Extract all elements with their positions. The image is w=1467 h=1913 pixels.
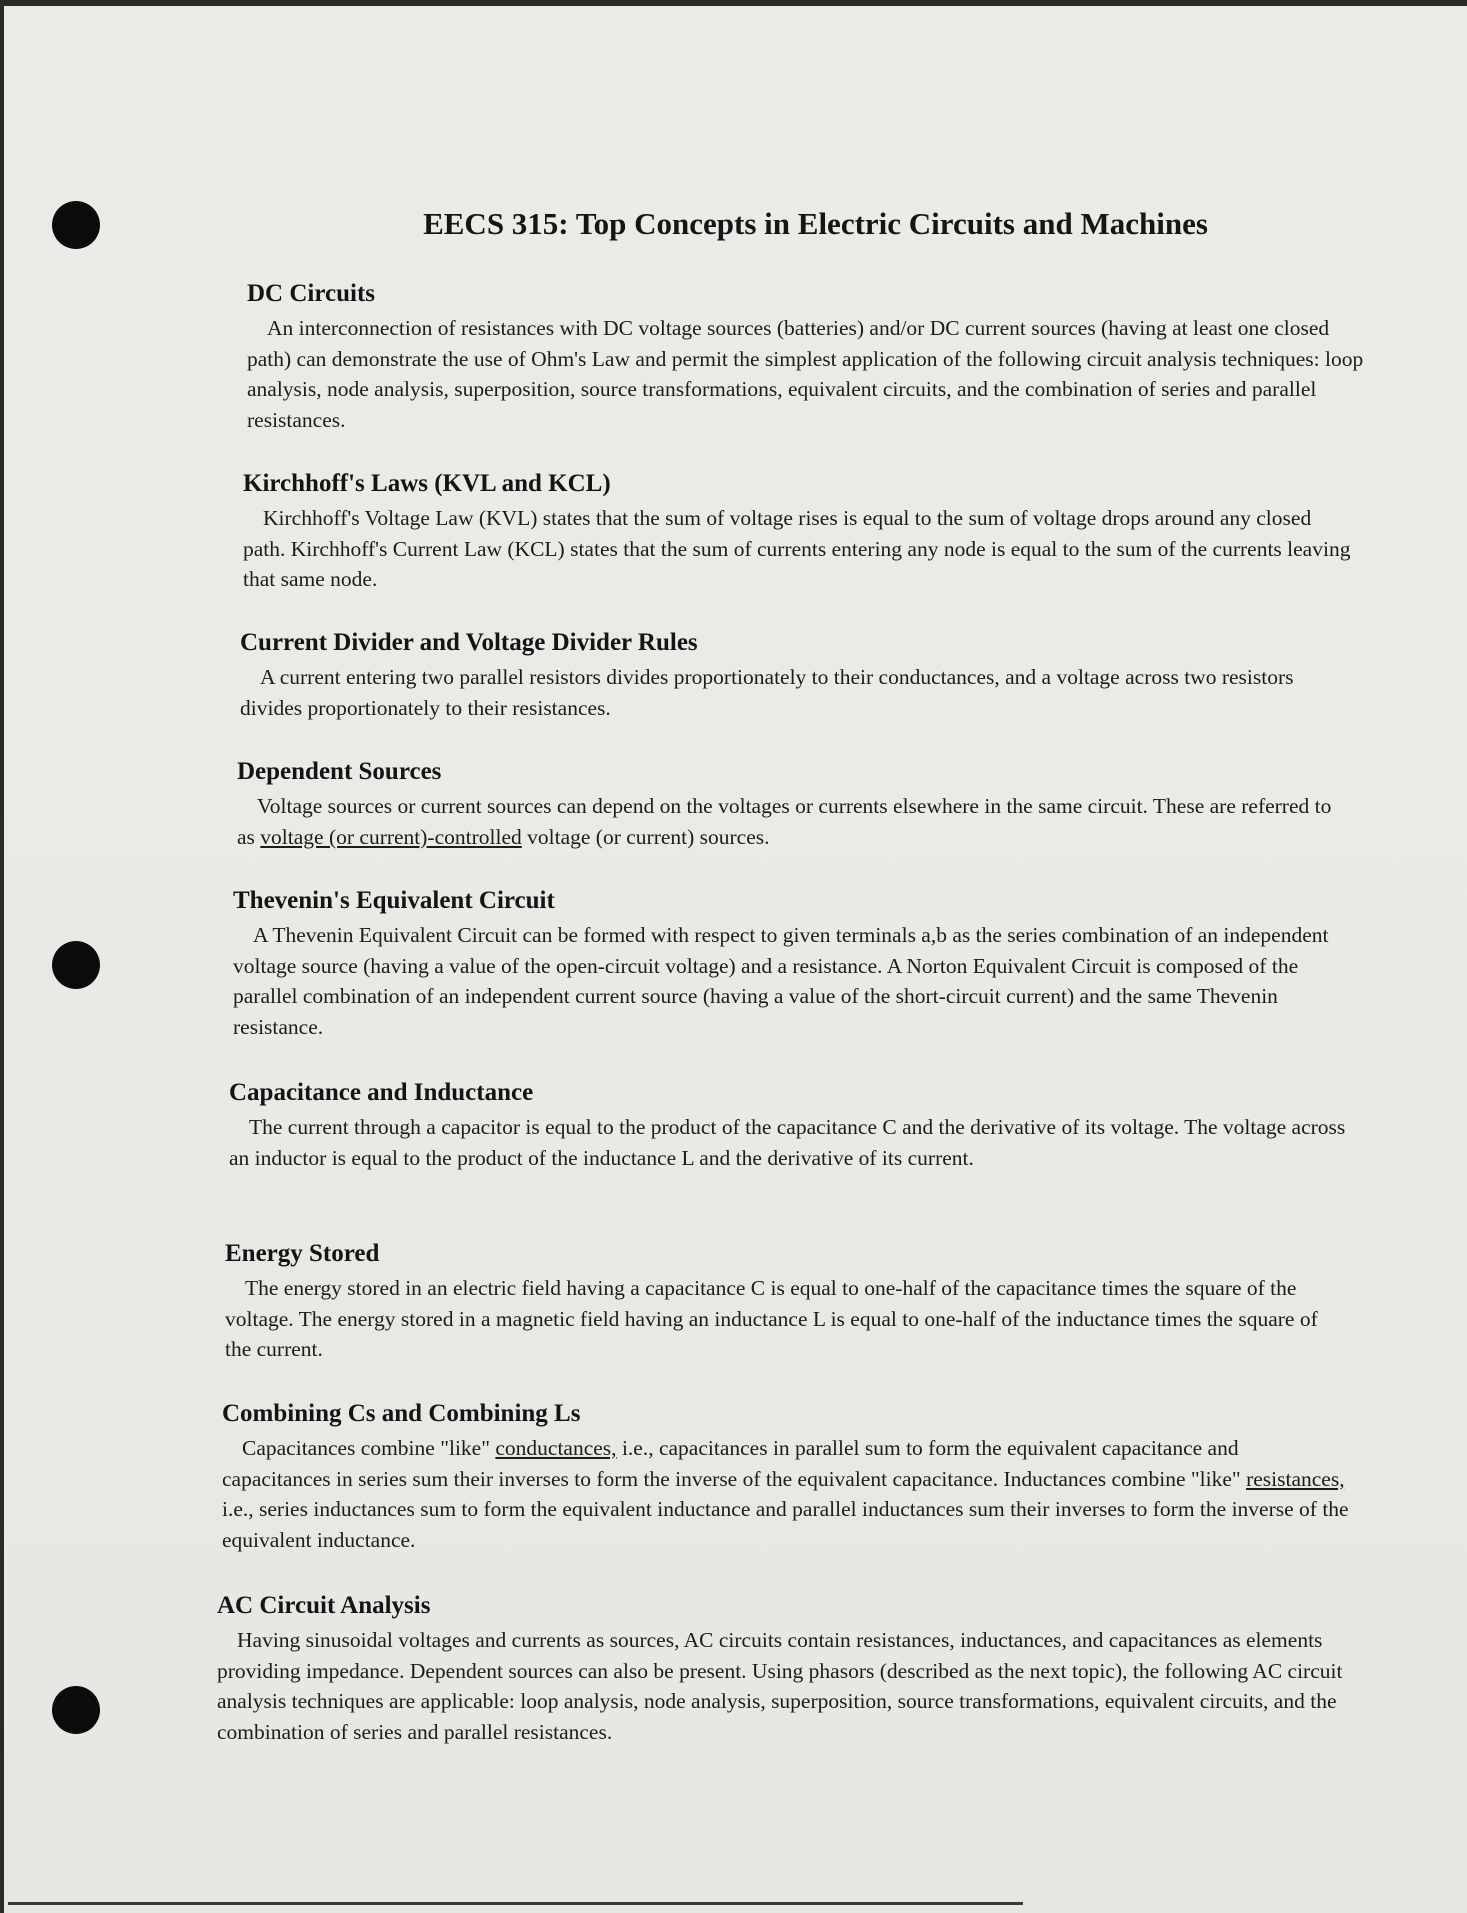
page-title: EECS 315: Top Concepts in Electric Circuits and Machines xyxy=(423,206,1208,241)
underlined-term: conductances, xyxy=(495,1436,617,1460)
section-heading: Combining Cs and Combining Ls xyxy=(222,1400,581,1427)
section-energy-stored xyxy=(225,1239,1345,1365)
section-heading: Current Divider and Voltage Divider Rules xyxy=(240,629,698,656)
punch-hole xyxy=(52,941,100,989)
section-heading: Thevenin's Equivalent Circuit xyxy=(233,887,555,914)
section-heading: Capacitance and Inductance xyxy=(229,1079,534,1106)
punch-hole xyxy=(52,1686,100,1734)
section-heading: Dependent Sources xyxy=(237,758,442,785)
section-body: A current entering two parallel resistors divides proportionately to their conductances, and a voltage across two resistors divides proportionately to their resistances. xyxy=(240,665,1294,720)
body-text: Voltage sources or current sources can depend on the voltages or currents elsewhere in the same circuit. These are referred to as xyxy=(237,794,1332,849)
section-body: An interconnection of resistances with DC voltage sources (batteries) and/or DC current sources (having at least one closed path) can demonstrate the use of Ohm's Law and permit the simplest application of the following circuit analysis techniques: loop analysis, node analysis, superposition, source transformations, equivalent circuits, and the combination of series and parallel resistances. xyxy=(247,316,1364,432)
section-heading: Kirchhoff's Laws (KVL and KCL) xyxy=(243,470,611,497)
body-text: Capacitances combine "like" xyxy=(242,1436,496,1460)
body-text: voltage (or current) sources. xyxy=(521,824,770,849)
underlined-term: voltage (or current)-controlled xyxy=(260,824,522,849)
section-capacitance-inductance xyxy=(229,1078,1349,1173)
section-body: Kirchhoff's Voltage Law (KVL) states that the sum of voltage rises is equal to the sum of voltage drops around any closed path. Kirchhoff's Current Law (KCL) states that the sum of currents entering any node is equal to the sum of the currents leaving that same node. xyxy=(243,506,1351,591)
section-dependent-sources xyxy=(237,757,1347,852)
section-heading: AC Circuit Analysis xyxy=(217,1592,431,1619)
underlined-term: resistances, xyxy=(1246,1466,1345,1491)
section-ac-circuit-analysis xyxy=(217,1591,1347,1747)
section-body: Having sinusoidal voltages and currents as sources, AC circuits contain resistances, inductances, and capacitances as elements providing impedance. Dependent sources can also be present. Using phasors (described as the next topic), the following AC circuit analysis techniques are applicable: loop analysis, node analysis, superposition, source transformations, equivalent circuits, and the combination of series and parallel resistances. xyxy=(217,1628,1343,1744)
section-body: The current through a capacitor is equal to the product of the capacitance C and the derivative of its voltage. The voltage across an inductor is equal to the product of the inductance L and the derivative of its current. xyxy=(229,1115,1346,1170)
scanned-page xyxy=(4,6,1467,1913)
section-heading: DC Circuits xyxy=(247,280,376,307)
section-kirchhoffs-laws xyxy=(243,469,1353,595)
section-combining-cs-ls xyxy=(222,1399,1352,1555)
section-divider-rules xyxy=(240,628,1350,723)
section-body xyxy=(222,1433,1352,1555)
section-body xyxy=(237,791,1347,852)
section-heading: Energy Stored xyxy=(225,1240,380,1267)
body-text: i.e., series inductances sum to form the equivalent inductance and parallel inductances sum their inverses to form the inverse of the equivalent inductance. xyxy=(222,1497,1349,1552)
body-text: i.e., capacitances in parallel sum to form the equivalent capacitance and capacitances in series sum their inverses to form the inverse of the equivalent capacitance. Inductances combine "like" xyxy=(222,1436,1247,1491)
page-edge-shadow xyxy=(8,1902,1023,1905)
section-thevenin xyxy=(233,886,1343,1042)
section-dc-circuits xyxy=(247,279,1377,435)
section-body: The energy stored in an electric field having a capacitance C is equal to one-half of the capacitance times the square of the voltage. The energy stored in a magnetic field having an inductance L is equal to one-half of the inductance times the square of the current. xyxy=(225,1276,1318,1361)
section-body: A Thevenin Equivalent Circuit can be formed with respect to given terminals a,b as the series combination of an independent voltage source (having a value of the open-circuit voltage) and a resistance. A Norton Equivalent Circuit is composed of the parallel combination of an independent current source (having a value of the short-circuit current) and the same Thevenin resistance. xyxy=(233,923,1329,1039)
